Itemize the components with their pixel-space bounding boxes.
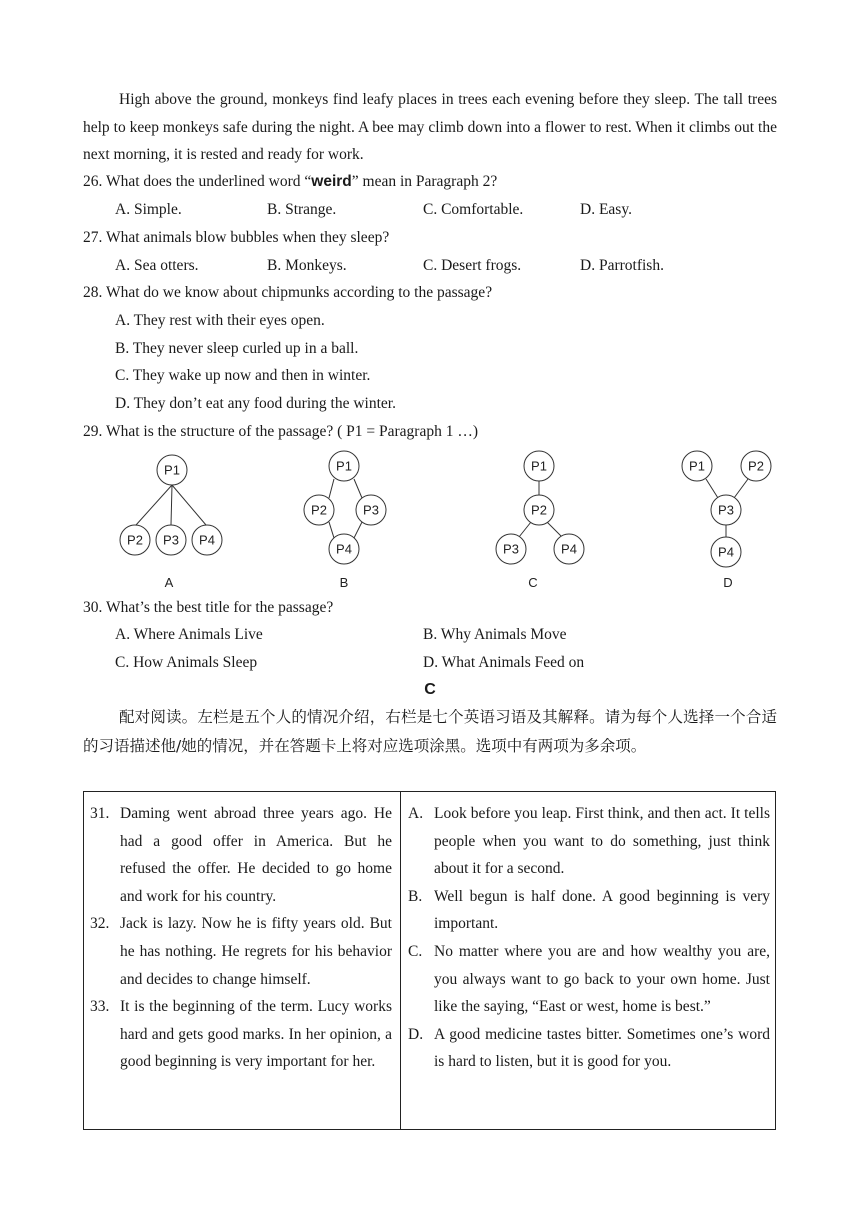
matching-left-column — [90, 800, 392, 1076]
svg-text:P3: P3 — [718, 502, 734, 518]
q30-option-b[interactable]: B. Why Animals Move — [423, 626, 567, 643]
diagram-b-node — [329, 451, 359, 481]
diagram-c-node — [554, 534, 584, 564]
svg-text:P3: P3 — [503, 541, 519, 557]
matching-table-divider — [400, 792, 401, 1129]
diagram-d[interactable] — [682, 451, 771, 590]
diagram-b-node — [329, 534, 359, 564]
diagram-d-node — [741, 451, 771, 481]
diagram-d-edge — [706, 479, 718, 498]
svg-text:P4: P4 — [718, 544, 734, 560]
svg-text:P2: P2 — [748, 458, 764, 474]
svg-text:P4: P4 — [561, 541, 577, 557]
diagram-a-node — [192, 525, 222, 555]
diagram-c[interactable] — [496, 451, 584, 590]
matching-right-item: A. Look before you leap. First think, and then act. It tells people when you want to do something, just think about it for a second. — [408, 805, 770, 878]
diagram-a-edge — [172, 485, 206, 525]
svg-text:P3: P3 — [363, 502, 379, 518]
q26-option-a[interactable]: A. Simple. — [115, 201, 182, 218]
structure-diagrams — [100, 448, 800, 600]
diagram-d-node — [682, 451, 712, 481]
diagram-c-node — [496, 534, 526, 564]
svg-text:P1: P1 — [336, 458, 352, 474]
svg-text:P2: P2 — [311, 502, 327, 518]
diagram-d-label: D — [723, 575, 733, 590]
svg-text:P2: P2 — [531, 502, 547, 518]
question-30-stem: 30. What’s the best title for the passage? — [83, 599, 334, 616]
diagram-c-edge — [519, 522, 531, 537]
q30-option-d[interactable]: D. What Animals Feed on — [423, 654, 585, 671]
diagram-d-node — [711, 537, 741, 567]
diagram-b-node — [304, 495, 334, 525]
q27-option-d[interactable]: D. Parrotfish. — [580, 257, 664, 274]
diagram-c-node — [524, 495, 554, 525]
question-29-stem: 29. What is the structure of the passage? ( P1 = Paragraph 1 …) — [83, 423, 478, 440]
diagram-b-label: B — [339, 575, 349, 590]
diagram-c-edge — [547, 522, 562, 537]
diagram-c-node — [524, 451, 554, 481]
structure-diagrams-svg — [100, 448, 800, 600]
diagram-a[interactable] — [120, 455, 222, 590]
diagram-a-node — [120, 525, 150, 555]
diagram-b[interactable] — [304, 451, 386, 590]
diagram-b-edge — [354, 479, 362, 498]
svg-text:P1: P1 — [689, 458, 705, 474]
diagram-a-node — [157, 455, 187, 485]
matching-left-item: 31. Daming went abroad three years ago. He had a good offer in America. But he refused the offer. He decided to go home and work for his country. — [90, 805, 392, 905]
matching-left-item: 33. It is the beginning of the term. Lucy works hard and gets good marks. In her opinion, a good beginning is very important for her. — [90, 998, 392, 1071]
underlined-word: weird — [311, 173, 352, 190]
svg-text:P1: P1 — [164, 462, 180, 478]
section-c-heading: C — [424, 681, 436, 698]
matching-table — [83, 791, 776, 1130]
q27-option-a[interactable]: A. Sea otters. — [115, 257, 199, 274]
q30-option-c[interactable]: C. How Animals Sleep — [115, 654, 258, 671]
q28-option-c[interactable]: C. They wake up now and then in winter. — [115, 367, 371, 384]
diagram-b-node — [356, 495, 386, 525]
matching-left-item: 32. Jack is lazy. Now he is fifty years old. But he has nothing. He regrets for his behavior and decides to change himself. — [90, 915, 392, 988]
svg-text:P3: P3 — [163, 532, 179, 548]
q26-option-d[interactable]: D. Easy. — [580, 201, 632, 218]
diagram-d-edge — [734, 479, 748, 498]
diagram-a-edge — [136, 485, 172, 525]
q30-option-a[interactable]: A. Where Animals Live — [115, 626, 263, 643]
section-c-instructions: 配对阅读。左栏是五个人的情况介绍，右栏是七个英语习语及其解释。请为每个人选择一个合适的习语描述他/她的情况，并在答题卡上将对应选项涂黑。选项中有两项为多余项。 — [83, 708, 777, 755]
q26-option-b[interactable]: B. Strange. — [267, 201, 337, 218]
matching-right-column — [408, 800, 770, 1076]
q28-option-d[interactable]: D. They don’t eat any food during the winter. — [115, 395, 396, 412]
diagram-a-node — [156, 525, 186, 555]
question-26-stem: 26. What does the underlined word “weird” mean in Paragraph 2? — [83, 173, 498, 190]
diagram-a-label: A — [164, 575, 174, 590]
q27-option-c[interactable]: C. Desert frogs. — [423, 257, 522, 274]
diagram-d-node — [711, 495, 741, 525]
q26-option-c[interactable]: C. Comfortable. — [423, 201, 524, 218]
diagram-b-edge — [329, 479, 334, 498]
diagram-b-edge — [354, 522, 362, 538]
diagram-b-edge — [329, 522, 334, 538]
matching-right-item: B. Well begun is half done. A good beginning is very important. — [408, 887, 770, 933]
question-27-stem: 27. What animals blow bubbles when they sleep? — [83, 229, 390, 246]
matching-right-item: D. A good medicine tastes bitter. Sometimes one’s word is hard to listen, but it is good for you. — [408, 1025, 770, 1071]
svg-text:P1: P1 — [531, 458, 547, 474]
q28-option-a[interactable]: A. They rest with their eyes open. — [115, 312, 325, 329]
matching-right-item: C. No matter where you are and how wealthy you are, you always want to go back to your own home. Just like the saying, “East or west, home is best.” — [408, 942, 770, 1016]
diagram-c-label: C — [528, 575, 538, 590]
q28-option-b[interactable]: B. They never sleep curled up in a ball. — [115, 340, 359, 357]
svg-text:P4: P4 — [336, 541, 352, 557]
question-28-stem: 28. What do we know about chipmunks according to the passage? — [83, 284, 493, 301]
svg-text:P2: P2 — [127, 532, 143, 548]
q27-option-b[interactable]: B. Monkeys. — [267, 257, 347, 274]
svg-text:P4: P4 — [199, 532, 215, 548]
diagram-a-edge — [171, 485, 172, 525]
passage-paragraph: High above the ground, monkeys find leafy places in trees each evening before they sleep. The tall trees help to keep monkeys safe during the night. A bee may climb down into a flower to rest. When it climbs out the next morning, it is rested and ready for work. — [83, 91, 777, 164]
